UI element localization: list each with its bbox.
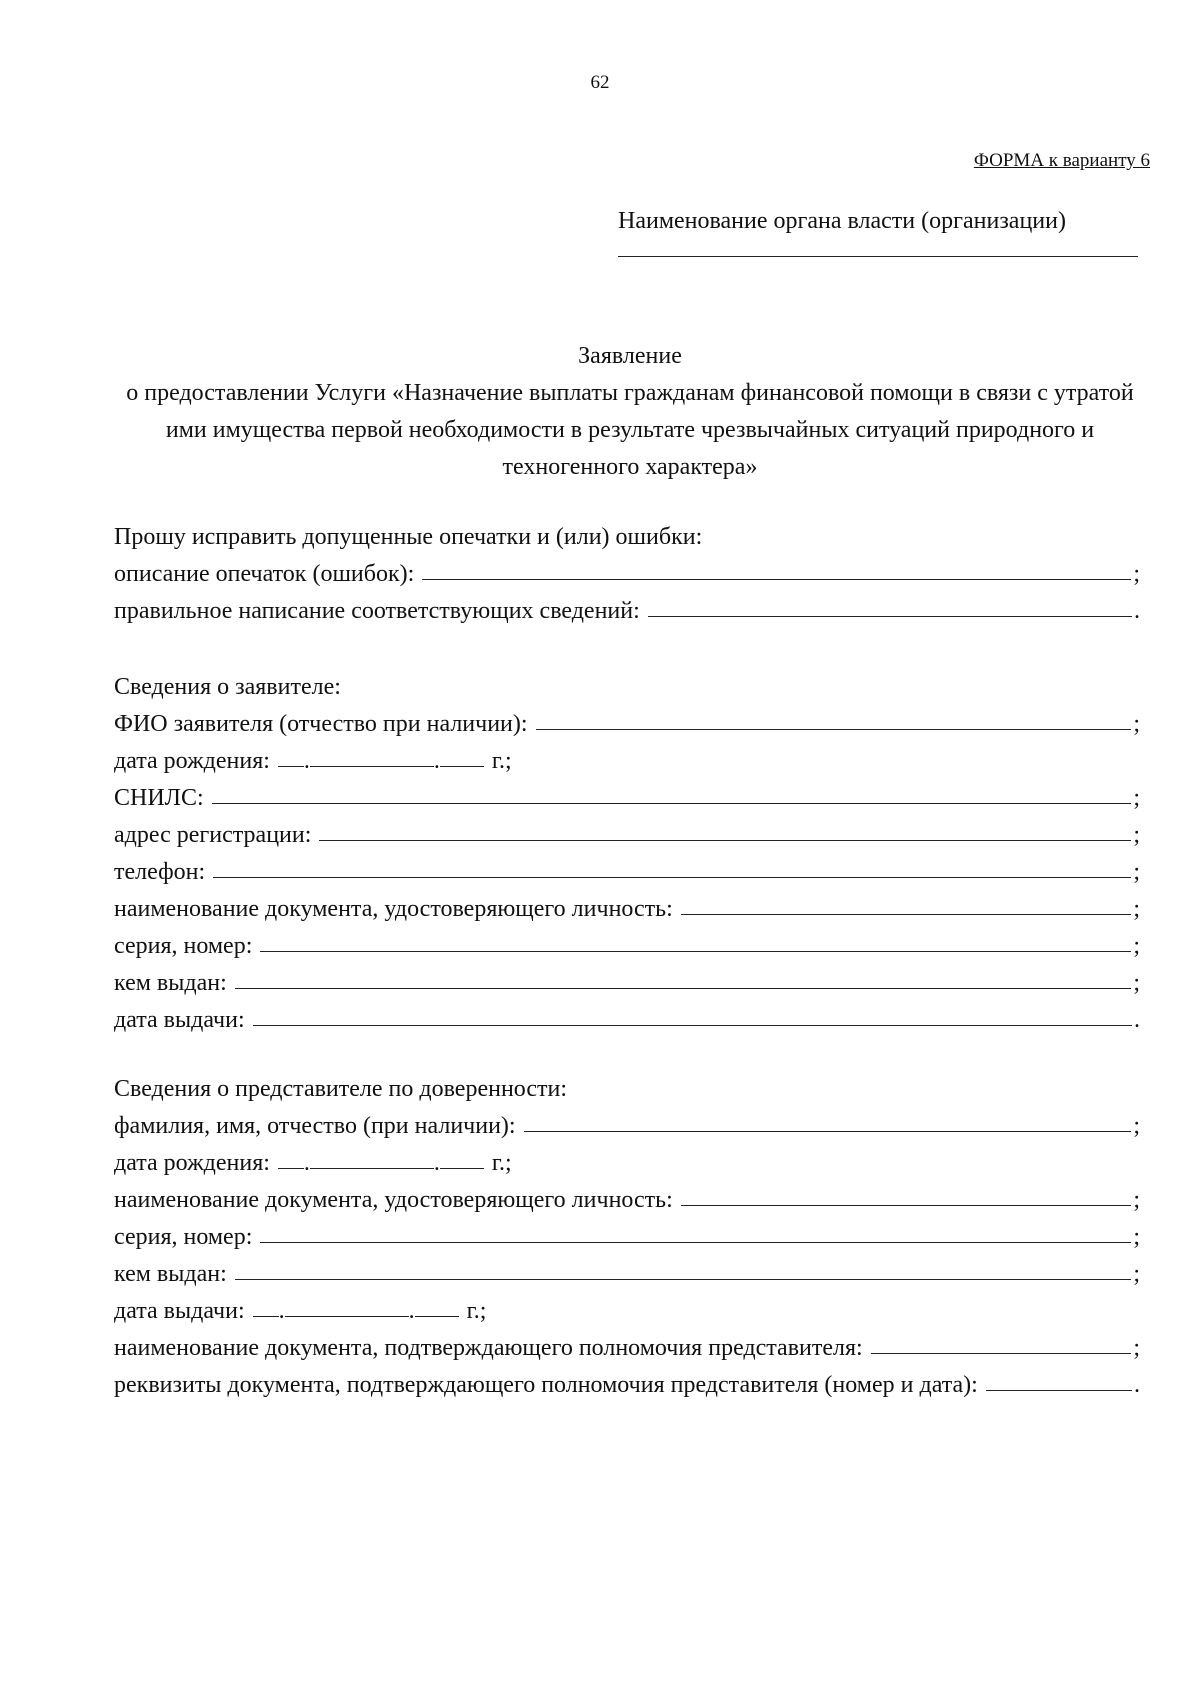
- applicant-doc-name-row: [114, 886, 1140, 923]
- representative-authority-doc-field[interactable]: [871, 1352, 1132, 1354]
- applicant-issued-by-field[interactable]: [235, 987, 1132, 989]
- document-title: [110, 338, 1150, 486]
- applicant-series-label: серия, номер:: [114, 933, 253, 959]
- form-reference: ФОРМА к варианту 6: [973, 150, 1150, 171]
- applicant-phone-field[interactable]: [213, 876, 1131, 878]
- applicant-snils-field[interactable]: [212, 802, 1132, 804]
- row-terminator: ;: [1133, 859, 1140, 885]
- applicant-heading: Сведения о заявителе:: [114, 674, 341, 700]
- applicant-snils-label: СНИЛС:: [114, 785, 204, 811]
- row-terminator: .: [1134, 598, 1140, 624]
- date-separator: .: [303, 748, 310, 774]
- correct-spelling-label: правильное написание соответствующих сведений:: [114, 598, 640, 624]
- applicant-address-row: [114, 812, 1140, 849]
- representative-authority-details-row: [114, 1362, 1140, 1399]
- applicant-series-field[interactable]: [260, 950, 1131, 952]
- year-suffix: г.;: [491, 748, 512, 774]
- applicant-address-field[interactable]: [319, 839, 1131, 841]
- representative-birth-label: дата рождения:: [114, 1150, 270, 1176]
- representative-issued-by-label: кем выдан:: [114, 1261, 227, 1287]
- representative-authority-doc-row: [114, 1325, 1140, 1362]
- representative-fio-field[interactable]: [524, 1130, 1132, 1132]
- representative-doc-name-label: наименование документа, удостоверяющего личность:: [114, 1187, 673, 1213]
- row-terminator: ;: [1133, 711, 1140, 737]
- applicant-doc-name-label: наименование документа, удостоверяющего личность:: [114, 896, 673, 922]
- representative-heading: Сведения о представителе по доверенности:: [114, 1076, 568, 1102]
- page-number: 62: [590, 72, 610, 93]
- title-line-1: Заявление: [578, 343, 682, 369]
- representative-birth-year-field[interactable]: [440, 1167, 484, 1169]
- date-separator: .: [303, 1150, 310, 1176]
- applicant-issue-date-field[interactable]: [253, 1024, 1132, 1026]
- corrections-section: [114, 514, 1140, 625]
- representative-authority-details-label: реквизиты документа, подтверждающего полномочия представителя (номер и дата):: [114, 1372, 978, 1398]
- applicant-snils-row: [114, 775, 1140, 812]
- representative-fio-row: [114, 1103, 1140, 1140]
- date-separator: .: [433, 748, 440, 774]
- row-terminator: ;: [1133, 1187, 1140, 1213]
- representative-birth-day-field[interactable]: [278, 1167, 304, 1169]
- representative-doc-name-row: [114, 1177, 1140, 1214]
- applicant-fio-row: [114, 701, 1140, 738]
- applicant-fio-field[interactable]: [536, 728, 1132, 730]
- row-terminator: ;: [1133, 1261, 1140, 1287]
- year-suffix: г.;: [466, 1298, 487, 1324]
- errors-description-label: описание опечаток (ошибок):: [114, 561, 415, 587]
- applicant-issue-date-label: дата выдачи:: [114, 1007, 245, 1033]
- representative-issued-by-row: [114, 1251, 1140, 1288]
- applicant-doc-name-field[interactable]: [681, 913, 1132, 915]
- representative-birth-row: [114, 1140, 1140, 1177]
- row-terminator: ;: [1133, 785, 1140, 811]
- date-separator: .: [278, 1298, 285, 1324]
- year-suffix: г.;: [491, 1150, 512, 1176]
- applicant-series-row: [114, 923, 1140, 960]
- errors-description-row: [114, 551, 1140, 588]
- date-separator: .: [433, 1150, 440, 1176]
- representative-birth-month-field[interactable]: [310, 1167, 434, 1169]
- row-terminator: ;: [1133, 1113, 1140, 1139]
- representative-issue-date-label: дата выдачи:: [114, 1298, 245, 1324]
- representative-heading-row: [114, 1066, 1140, 1103]
- representative-fio-label: фамилия, имя, отчество (при наличии):: [114, 1113, 516, 1139]
- row-terminator: ;: [1133, 561, 1140, 587]
- representative-issue-date-row: [114, 1288, 1140, 1325]
- applicant-issued-by-row: [114, 960, 1140, 997]
- applicant-section: [114, 664, 1140, 1034]
- row-terminator: .: [1134, 1007, 1140, 1033]
- applicant-birth-month-field[interactable]: [310, 765, 434, 767]
- applicant-birth-day-field[interactable]: [278, 765, 304, 767]
- applicant-phone-row: [114, 849, 1140, 886]
- corrections-heading: Прошу исправить допущенные опечатки и (или) ошибки:: [114, 524, 703, 550]
- representative-issued-by-field[interactable]: [235, 1278, 1132, 1280]
- title-line-3: ими имущества первой необходимости в результате чрезвычайных ситуаций природного и: [165, 417, 1095, 443]
- row-terminator: ;: [1133, 896, 1140, 922]
- representative-authority-details-field[interactable]: [986, 1389, 1132, 1391]
- authority-input-line[interactable]: [618, 256, 1138, 257]
- applicant-address-label: адрес регистрации:: [114, 822, 312, 848]
- applicant-birth-row: [114, 738, 1140, 775]
- applicant-heading-row: [114, 664, 1140, 701]
- representative-issue-year-field[interactable]: [415, 1315, 459, 1317]
- row-terminator: ;: [1133, 822, 1140, 848]
- correct-spelling-field[interactable]: [648, 615, 1132, 617]
- representative-authority-doc-label: наименование документа, подтверждающего полномочия представителя:: [114, 1335, 863, 1361]
- applicant-fio-label: ФИО заявителя (отчество при наличии):: [114, 711, 528, 737]
- applicant-birth-label: дата рождения:: [114, 748, 270, 774]
- errors-description-field[interactable]: [422, 578, 1131, 580]
- authority-label: Наименование органа власти (организации): [618, 208, 1066, 234]
- representative-series-row: [114, 1214, 1140, 1251]
- representative-doc-name-field[interactable]: [681, 1204, 1132, 1206]
- representative-series-field[interactable]: [260, 1241, 1131, 1243]
- row-terminator: ;: [1133, 1335, 1140, 1361]
- applicant-birth-year-field[interactable]: [440, 765, 484, 767]
- date-separator: .: [408, 1298, 415, 1324]
- representative-series-label: серия, номер:: [114, 1224, 253, 1250]
- row-terminator: ;: [1133, 1224, 1140, 1250]
- corrections-heading-row: [114, 514, 1140, 551]
- correct-spelling-row: [114, 588, 1140, 625]
- applicant-issued-by-label: кем выдан:: [114, 970, 227, 996]
- representative-issue-month-field[interactable]: [285, 1315, 409, 1317]
- row-terminator: ;: [1133, 933, 1140, 959]
- title-line-4: техногенного характера»: [502, 454, 758, 480]
- representative-section: [114, 1066, 1140, 1399]
- row-terminator: .: [1134, 1372, 1140, 1398]
- title-line-2: о предоставлении Услуги «Назначение выплаты гражданам финансовой помощи в связи с утратой: [126, 380, 1134, 406]
- row-terminator: ;: [1133, 970, 1140, 996]
- applicant-phone-label: телефон:: [114, 859, 206, 885]
- representative-issue-day-field[interactable]: [253, 1315, 279, 1317]
- applicant-issue-date-row: [114, 997, 1140, 1034]
